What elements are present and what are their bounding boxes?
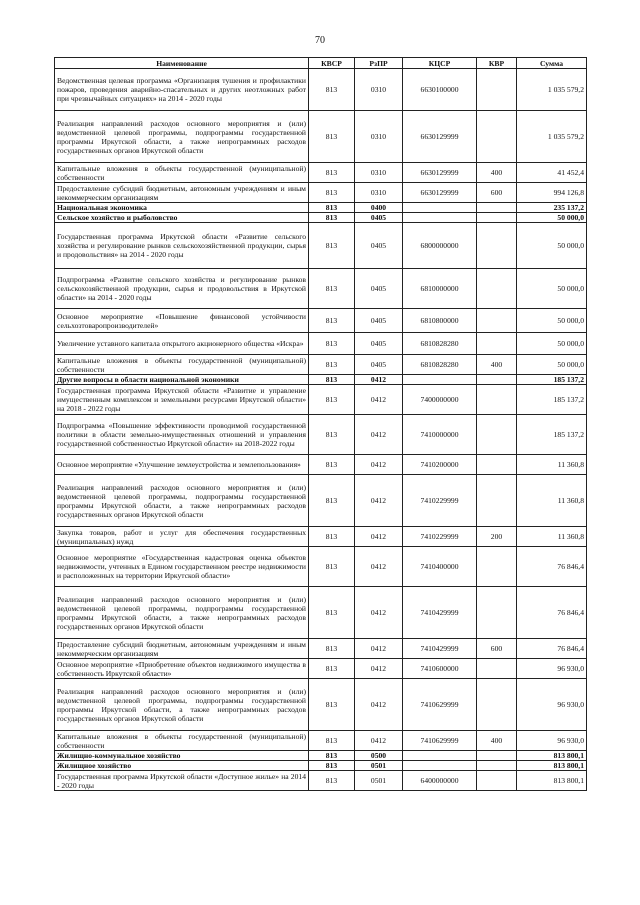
cell-kcsr: 6630100000 — [403, 69, 477, 111]
cell-kcsr: 7410000000 — [403, 415, 477, 455]
cell-kvsr: 813 — [309, 385, 355, 415]
cell-kcsr: 7410600000 — [403, 659, 477, 679]
cell-rzpr: 0405 — [355, 269, 403, 309]
cell-name: Капитальные вложения в объекты государственной (муниципальной) собственности — [55, 163, 309, 183]
cell-kvr — [477, 659, 517, 679]
cell-rzpr: 0412 — [355, 639, 403, 659]
cell-rzpr: 0310 — [355, 69, 403, 111]
cell-rzpr: 0400 — [355, 203, 403, 213]
cell-kcsr — [403, 761, 477, 771]
cell-kvr — [477, 203, 517, 213]
cell-kvr — [477, 455, 517, 475]
cell-name: Национальная экономика — [55, 203, 309, 213]
cell-sum: 50 000,0 — [517, 213, 587, 223]
cell-kvsr: 813 — [309, 639, 355, 659]
cell-kvr — [477, 547, 517, 587]
cell-name: Государственная программа Иркутской области «Развитие сельского хозяйства и регулирование рынков сельскохозяйственной продукции, сырья и продовольствия» на 2014 - 2020 годы — [55, 223, 309, 269]
cell-rzpr: 0412 — [355, 455, 403, 475]
cell-kvr — [477, 333, 517, 355]
cell-kvsr: 813 — [309, 527, 355, 547]
cell-sum: 96 930,0 — [517, 731, 587, 751]
cell-name: Основное мероприятие «Улучшение землеустройства и землепользования» — [55, 455, 309, 475]
cell-name: Основное мероприятие «Государственная кадастровая оценка объектов недвижимости, учтенных в Едином государственном реестре недвижимости и расположенных на территории Иркутской области» — [55, 547, 309, 587]
cell-sum: 11 360,8 — [517, 527, 587, 547]
table-row — [55, 375, 587, 385]
cell-name: Жилищное хозяйство — [55, 761, 309, 771]
cell-kvsr: 813 — [309, 415, 355, 455]
header-kvsr: КВСР — [309, 58, 355, 69]
table-row — [55, 731, 587, 751]
table-row — [55, 213, 587, 223]
cell-name: Жилищно-коммунальное хозяйство — [55, 751, 309, 761]
cell-name: Капитальные вложения в объекты государственной (муниципальной) собственности — [55, 355, 309, 375]
cell-sum: 185 137,2 — [517, 385, 587, 415]
table-row — [55, 771, 587, 791]
table-row — [55, 69, 587, 111]
cell-kvr: 400 — [477, 163, 517, 183]
table-row — [55, 163, 587, 183]
cell-sum: 50 000,0 — [517, 333, 587, 355]
cell-kcsr: 6400000000 — [403, 771, 477, 791]
cell-rzpr: 0405 — [355, 223, 403, 269]
table-row — [55, 475, 587, 527]
cell-rzpr: 0412 — [355, 679, 403, 731]
cell-sum: 813 800,1 — [517, 771, 587, 791]
cell-kvsr: 813 — [309, 355, 355, 375]
cell-kcsr: 7400000000 — [403, 385, 477, 415]
cell-name: Капитальные вложения в объекты государственной (муниципальной) собственности — [55, 731, 309, 751]
cell-sum: 50 000,0 — [517, 223, 587, 269]
cell-rzpr: 0412 — [355, 659, 403, 679]
cell-sum: 41 452,4 — [517, 163, 587, 183]
cell-kvr: 600 — [477, 183, 517, 203]
header-rzpr: РзПР — [355, 58, 403, 69]
cell-kvr — [477, 475, 517, 527]
cell-kcsr: 6630129999 — [403, 111, 477, 163]
cell-name: Основное мероприятие «Приобретение объектов недвижимого имущества в собственность Иркутской области» — [55, 659, 309, 679]
table-row — [55, 415, 587, 455]
cell-kvr: 400 — [477, 355, 517, 375]
cell-name: Ведомственная целевая программа «Организация тушения и профилактики пожаров, проведения аварийно-спасательных и других неотложных работ при чрезвычайных ситуациях» на 2014 - 2020 годы — [55, 69, 309, 111]
table-row — [55, 751, 587, 761]
cell-kcsr: 6630129999 — [403, 183, 477, 203]
cell-kvsr: 813 — [309, 587, 355, 639]
cell-sum: 235 137,2 — [517, 203, 587, 213]
cell-name: Государственная программа Иркутской области «Развитие и управление имущественным комплексом и земельными ресурсами Иркутской области» на 2018 - 2022 годы — [55, 385, 309, 415]
cell-name: Реализация направлений расходов основного мероприятия и (или) ведомственной целевой программы, подпрограммы государственной программы Иркутской области, а также непрограммных расходов государственных органов Иркутской области — [55, 679, 309, 731]
table-row — [55, 223, 587, 269]
table-row — [55, 679, 587, 731]
cell-kvr — [477, 111, 517, 163]
table-row — [55, 183, 587, 203]
table-header-row — [55, 58, 587, 69]
cell-sum: 994 126,8 — [517, 183, 587, 203]
cell-rzpr: 0412 — [355, 587, 403, 639]
cell-rzpr: 0405 — [355, 355, 403, 375]
table-row — [55, 203, 587, 213]
cell-kcsr — [403, 751, 477, 761]
cell-sum: 50 000,0 — [517, 309, 587, 333]
cell-kcsr — [403, 375, 477, 385]
cell-kvsr: 813 — [309, 309, 355, 333]
cell-kvr — [477, 375, 517, 385]
cell-kcsr: 7410429999 — [403, 639, 477, 659]
table-row — [55, 639, 587, 659]
cell-kvsr: 813 — [309, 455, 355, 475]
budget-table — [54, 57, 587, 791]
table-row — [55, 111, 587, 163]
cell-sum: 813 800,1 — [517, 761, 587, 771]
header-name: Наименование — [55, 58, 309, 69]
cell-kvsr: 813 — [309, 547, 355, 587]
header-kcsr: КЦСР — [403, 58, 477, 69]
table-row — [55, 527, 587, 547]
cell-kvsr: 813 — [309, 333, 355, 355]
cell-sum: 76 846,4 — [517, 639, 587, 659]
cell-kvr — [477, 213, 517, 223]
table-row — [55, 547, 587, 587]
cell-kvr — [477, 415, 517, 455]
cell-kvr — [477, 269, 517, 309]
cell-name: Подпрограмма «Повышение эффективности проводимой государственной политики в области земельно-имущественных отношений и управления государственной собственностью Иркутской области» на 2018-2022 годы — [55, 415, 309, 455]
cell-rzpr: 0412 — [355, 375, 403, 385]
cell-sum: 185 137,2 — [517, 375, 587, 385]
cell-kcsr: 6810828280 — [403, 355, 477, 375]
cell-sum: 11 360,8 — [517, 455, 587, 475]
table-row — [55, 587, 587, 639]
table-row — [55, 455, 587, 475]
cell-kcsr: 7410629999 — [403, 679, 477, 731]
table-row — [55, 385, 587, 415]
cell-kcsr: 7410429999 — [403, 587, 477, 639]
cell-sum: 76 846,4 — [517, 587, 587, 639]
cell-sum: 11 360,8 — [517, 475, 587, 527]
cell-kvsr: 813 — [309, 761, 355, 771]
cell-name: Основное мероприятие «Повышение финансовой устойчивости сельхозтоваропроизводителей» — [55, 309, 309, 333]
cell-rzpr: 0412 — [355, 415, 403, 455]
cell-sum: 813 800,1 — [517, 751, 587, 761]
cell-kvr — [477, 587, 517, 639]
cell-kvr — [477, 223, 517, 269]
cell-kvsr: 813 — [309, 375, 355, 385]
cell-kvsr: 813 — [309, 183, 355, 203]
cell-kvr — [477, 771, 517, 791]
cell-sum: 1 035 579,2 — [517, 111, 587, 163]
table-body — [55, 69, 587, 791]
cell-kcsr — [403, 203, 477, 213]
cell-rzpr: 0412 — [355, 475, 403, 527]
cell-kvr: 400 — [477, 731, 517, 751]
cell-rzpr: 0405 — [355, 213, 403, 223]
cell-kvr: 200 — [477, 527, 517, 547]
cell-sum: 50 000,0 — [517, 355, 587, 375]
cell-rzpr: 0500 — [355, 751, 403, 761]
table-row — [55, 355, 587, 375]
cell-kcsr: 7410229999 — [403, 527, 477, 547]
cell-rzpr: 0501 — [355, 771, 403, 791]
cell-name: Государственная программа Иркутской области «Доступное жилье» на 2014 - 2020 годы — [55, 771, 309, 791]
cell-kvsr: 813 — [309, 111, 355, 163]
cell-sum: 1 035 579,2 — [517, 69, 587, 111]
cell-kvsr: 813 — [309, 679, 355, 731]
cell-rzpr: 0405 — [355, 309, 403, 333]
cell-kvsr: 813 — [309, 269, 355, 309]
table-row — [55, 761, 587, 771]
table-row — [55, 333, 587, 355]
cell-kcsr: 7410400000 — [403, 547, 477, 587]
cell-name: Реализация направлений расходов основного мероприятия и (или) ведомственной целевой программы, подпрограммы государственной программы Иркутской области, а также непрограммных расходов государственных органов Иркутской области — [55, 111, 309, 163]
cell-kvsr: 813 — [309, 751, 355, 761]
cell-sum: 76 846,4 — [517, 547, 587, 587]
header-sum: Сумма — [517, 58, 587, 69]
cell-name: Подпрограмма «Развитие сельского хозяйства и регулирование рынков сельскохозяйственной продукции, сырья и продовольствия в Иркутской области» на 2014 - 2020 годы — [55, 269, 309, 309]
cell-rzpr: 0405 — [355, 333, 403, 355]
cell-kvsr: 813 — [309, 659, 355, 679]
cell-kcsr: 6810000000 — [403, 269, 477, 309]
cell-kcsr: 6800000000 — [403, 223, 477, 269]
table-row — [55, 309, 587, 333]
cell-kvr — [477, 309, 517, 333]
cell-rzpr: 0501 — [355, 761, 403, 771]
cell-kvsr: 813 — [309, 213, 355, 223]
cell-kvsr: 813 — [309, 731, 355, 751]
cell-kvr — [477, 385, 517, 415]
cell-name: Другие вопросы в области национальной экономики — [55, 375, 309, 385]
table-row — [55, 659, 587, 679]
cell-kcsr: 7410200000 — [403, 455, 477, 475]
cell-kvsr: 813 — [309, 223, 355, 269]
cell-name: Увеличение уставного капитала открытого акционерного общества «Искра» — [55, 333, 309, 355]
cell-kcsr: 6810800000 — [403, 309, 477, 333]
cell-kvr — [477, 69, 517, 111]
table-row — [55, 269, 587, 309]
cell-kvsr: 813 — [309, 69, 355, 111]
cell-name: Предоставление субсидий бюджетным, автономным учреждениям и иным некоммерческим организациям — [55, 183, 309, 203]
cell-rzpr: 0310 — [355, 163, 403, 183]
cell-rzpr: 0310 — [355, 183, 403, 203]
cell-kcsr: 6810828280 — [403, 333, 477, 355]
cell-kvr — [477, 679, 517, 731]
cell-name: Реализация направлений расходов основного мероприятия и (или) ведомственной целевой программы, подпрограммы государственной программы Иркутской области, а также непрограммных расходов государственных органов Иркутской области — [55, 587, 309, 639]
cell-kvr — [477, 751, 517, 761]
cell-kcsr — [403, 213, 477, 223]
cell-kvr — [477, 761, 517, 771]
cell-rzpr: 0412 — [355, 527, 403, 547]
cell-sum: 96 930,0 — [517, 679, 587, 731]
page-number: 70 — [315, 35, 325, 46]
cell-kcsr: 7410629999 — [403, 731, 477, 751]
cell-name: Сельское хозяйство и рыболовство — [55, 213, 309, 223]
cell-kvsr: 813 — [309, 163, 355, 183]
cell-rzpr: 0310 — [355, 111, 403, 163]
header-kvr: КВР — [477, 58, 517, 69]
cell-kcsr: 7410229999 — [403, 475, 477, 527]
cell-name: Предоставление субсидий бюджетным, автономным учреждениям и иным некоммерческим организациям — [55, 639, 309, 659]
cell-name: Реализация направлений расходов основного мероприятия и (или) ведомственной целевой программы, подпрограммы государственной программы Иркутской области, а также непрограммных расходов государственных органов Иркутской области — [55, 475, 309, 527]
cell-kvsr: 813 — [309, 771, 355, 791]
cell-rzpr: 0412 — [355, 731, 403, 751]
cell-rzpr: 0412 — [355, 547, 403, 587]
cell-name: Закупка товаров, работ и услуг для обеспечения государственных (муниципальных) нужд — [55, 527, 309, 547]
cell-rzpr: 0412 — [355, 385, 403, 415]
cell-sum: 96 930,0 — [517, 659, 587, 679]
cell-kvsr: 813 — [309, 475, 355, 527]
cell-kvsr: 813 — [309, 203, 355, 213]
cell-sum: 50 000,0 — [517, 269, 587, 309]
cell-sum: 185 137,2 — [517, 415, 587, 455]
cell-kvr: 600 — [477, 639, 517, 659]
cell-kcsr: 6630129999 — [403, 163, 477, 183]
